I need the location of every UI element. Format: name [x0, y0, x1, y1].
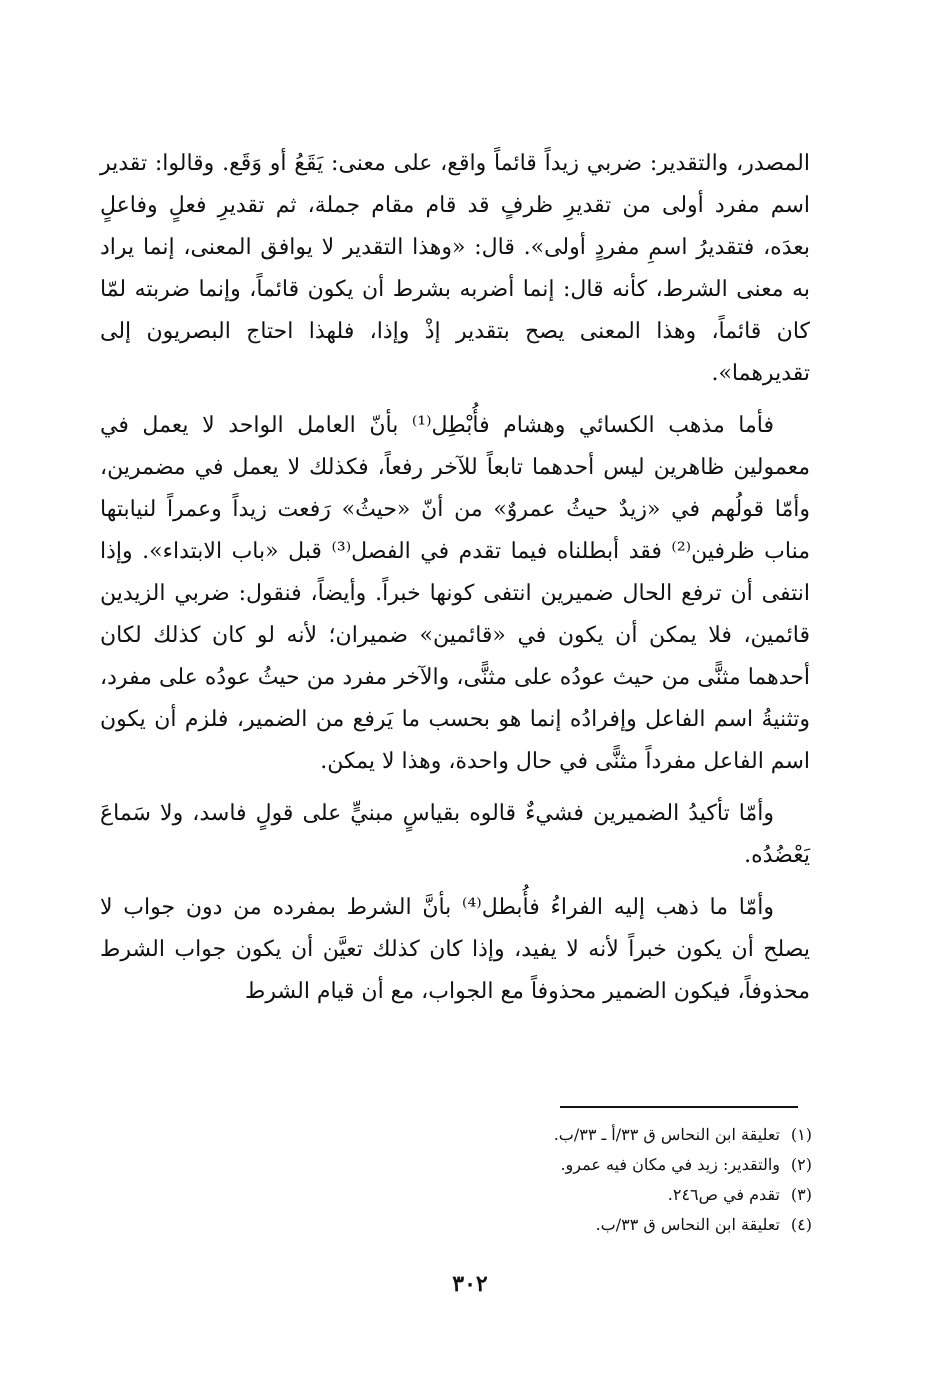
footnote-number: (٢) [790, 1155, 812, 1174]
footnote-text: والتقدير: زيد في مكان فيه عمرو. [560, 1155, 780, 1174]
footnote-1 [360, 1120, 812, 1150]
footnote-number: (٣) [790, 1185, 812, 1204]
paragraph-2: فأما مذهب الكسائي وهشام فأُبْطِل⁽¹⁾ بأنّ العامل الواحد لا يعمل في معمولين ظاهرين ليس أحدهما تابعاً للآخر رفعاً، فكذلك لا يعمل في مضمرين، وأمّا قولُهم في «زيدٌ حيثُ عمروٌ» من أنّ «حيثُ» رَفعت زيداً وعمراً لنيابتها مناب ظرفين⁽²⁾ فقد أبطلناه فيما تقدم في الفصل⁽³⁾ قبل «باب الابتداء». وإذا انتفى أن ترفع الحال ضميرين انتفى كونها خبراً. وأيضاً، فنقول: ضربي الزيدين قائمين، فلا يمكن أن يكون في «قائمين» ضميران؛ لأنه لو كان كذلك لكان أحدهما مثنًّى من حيث عودُه على مثنًّى، والآخر مفرد من حيثُ عودُه على مفرد، وتثنيةُ اسم الفاعل وإفرادُه إنما هو بحسب ما يَرفع من الضمير، فلزم أن يكون اسم الفاعل مفرداً مثنًّى في حال واحدة، وهذا لا يمكن. [100, 413, 810, 774]
paragraph-3: وأمّا تأكيدُ الضميرين فشيءٌ قالوه بقياسٍ مبنيٍّ على قولٍ فاسد، ولا سَماعَ يَعْضُدُه. [100, 801, 810, 868]
footnote-3 [360, 1180, 812, 1210]
footnote-number: (٤) [790, 1215, 812, 1234]
footnotes [360, 1120, 812, 1240]
paragraph-4: وأمّا ما ذهب إليه الفراءُ فأُبطل⁽⁴⁾ بأنَّ الشرط بمفرده من دون جواب لا يصلح أن يكون خبراً لأنه لا يفيد، وإذا كان كذلك تعيَّن أن يكون جواب الشرط محذوفاً، فيكون الضمير محذوفاً مع الجواب، مع أن قيام الشرط [100, 895, 810, 1004]
page-number: ٣٠٢ [452, 1271, 488, 1297]
footnote-2 [360, 1150, 812, 1180]
main-text [100, 143, 810, 1013]
footnote-text: تعليقة ابن النحاس ق ٣٣/أ ـ ٣٣/ب. [553, 1125, 780, 1144]
footnote-text: تعليقة ابن النحاس ق ٣٣/ب. [595, 1215, 780, 1234]
footnote-4 [360, 1210, 812, 1240]
footnote-separator [560, 1106, 798, 1108]
footnote-number: (١) [790, 1125, 812, 1144]
footnote-text: تقدم في ص٢٤٦. [667, 1185, 780, 1204]
paragraph-1: المصدر، والتقدير: ضربي زيداً قائماً واقع، على معنى: يَقَعُ أو وَقَع. وقالوا: تقدير اسم مفرد أولى من تقديرِ ظرفٍ قد قام مقام جملة، ثم تقديرِ فعلٍ وفاعلٍ بعدَه، فتقديرُ اسمِ مفردٍ أولى». قال: «وهذا التقدير لا يوافق المعنى، إنما يراد به معنى الشرط، كأنه قال: إنما أضربه بشرط أن يكون قائماً، وإنما ضربته لمّا كان قائماً، وهذا المعنى يصح بتقدير إذْ وإذا، فلهذا احتاج البصريون إلى تقديرهما». [100, 151, 810, 386]
